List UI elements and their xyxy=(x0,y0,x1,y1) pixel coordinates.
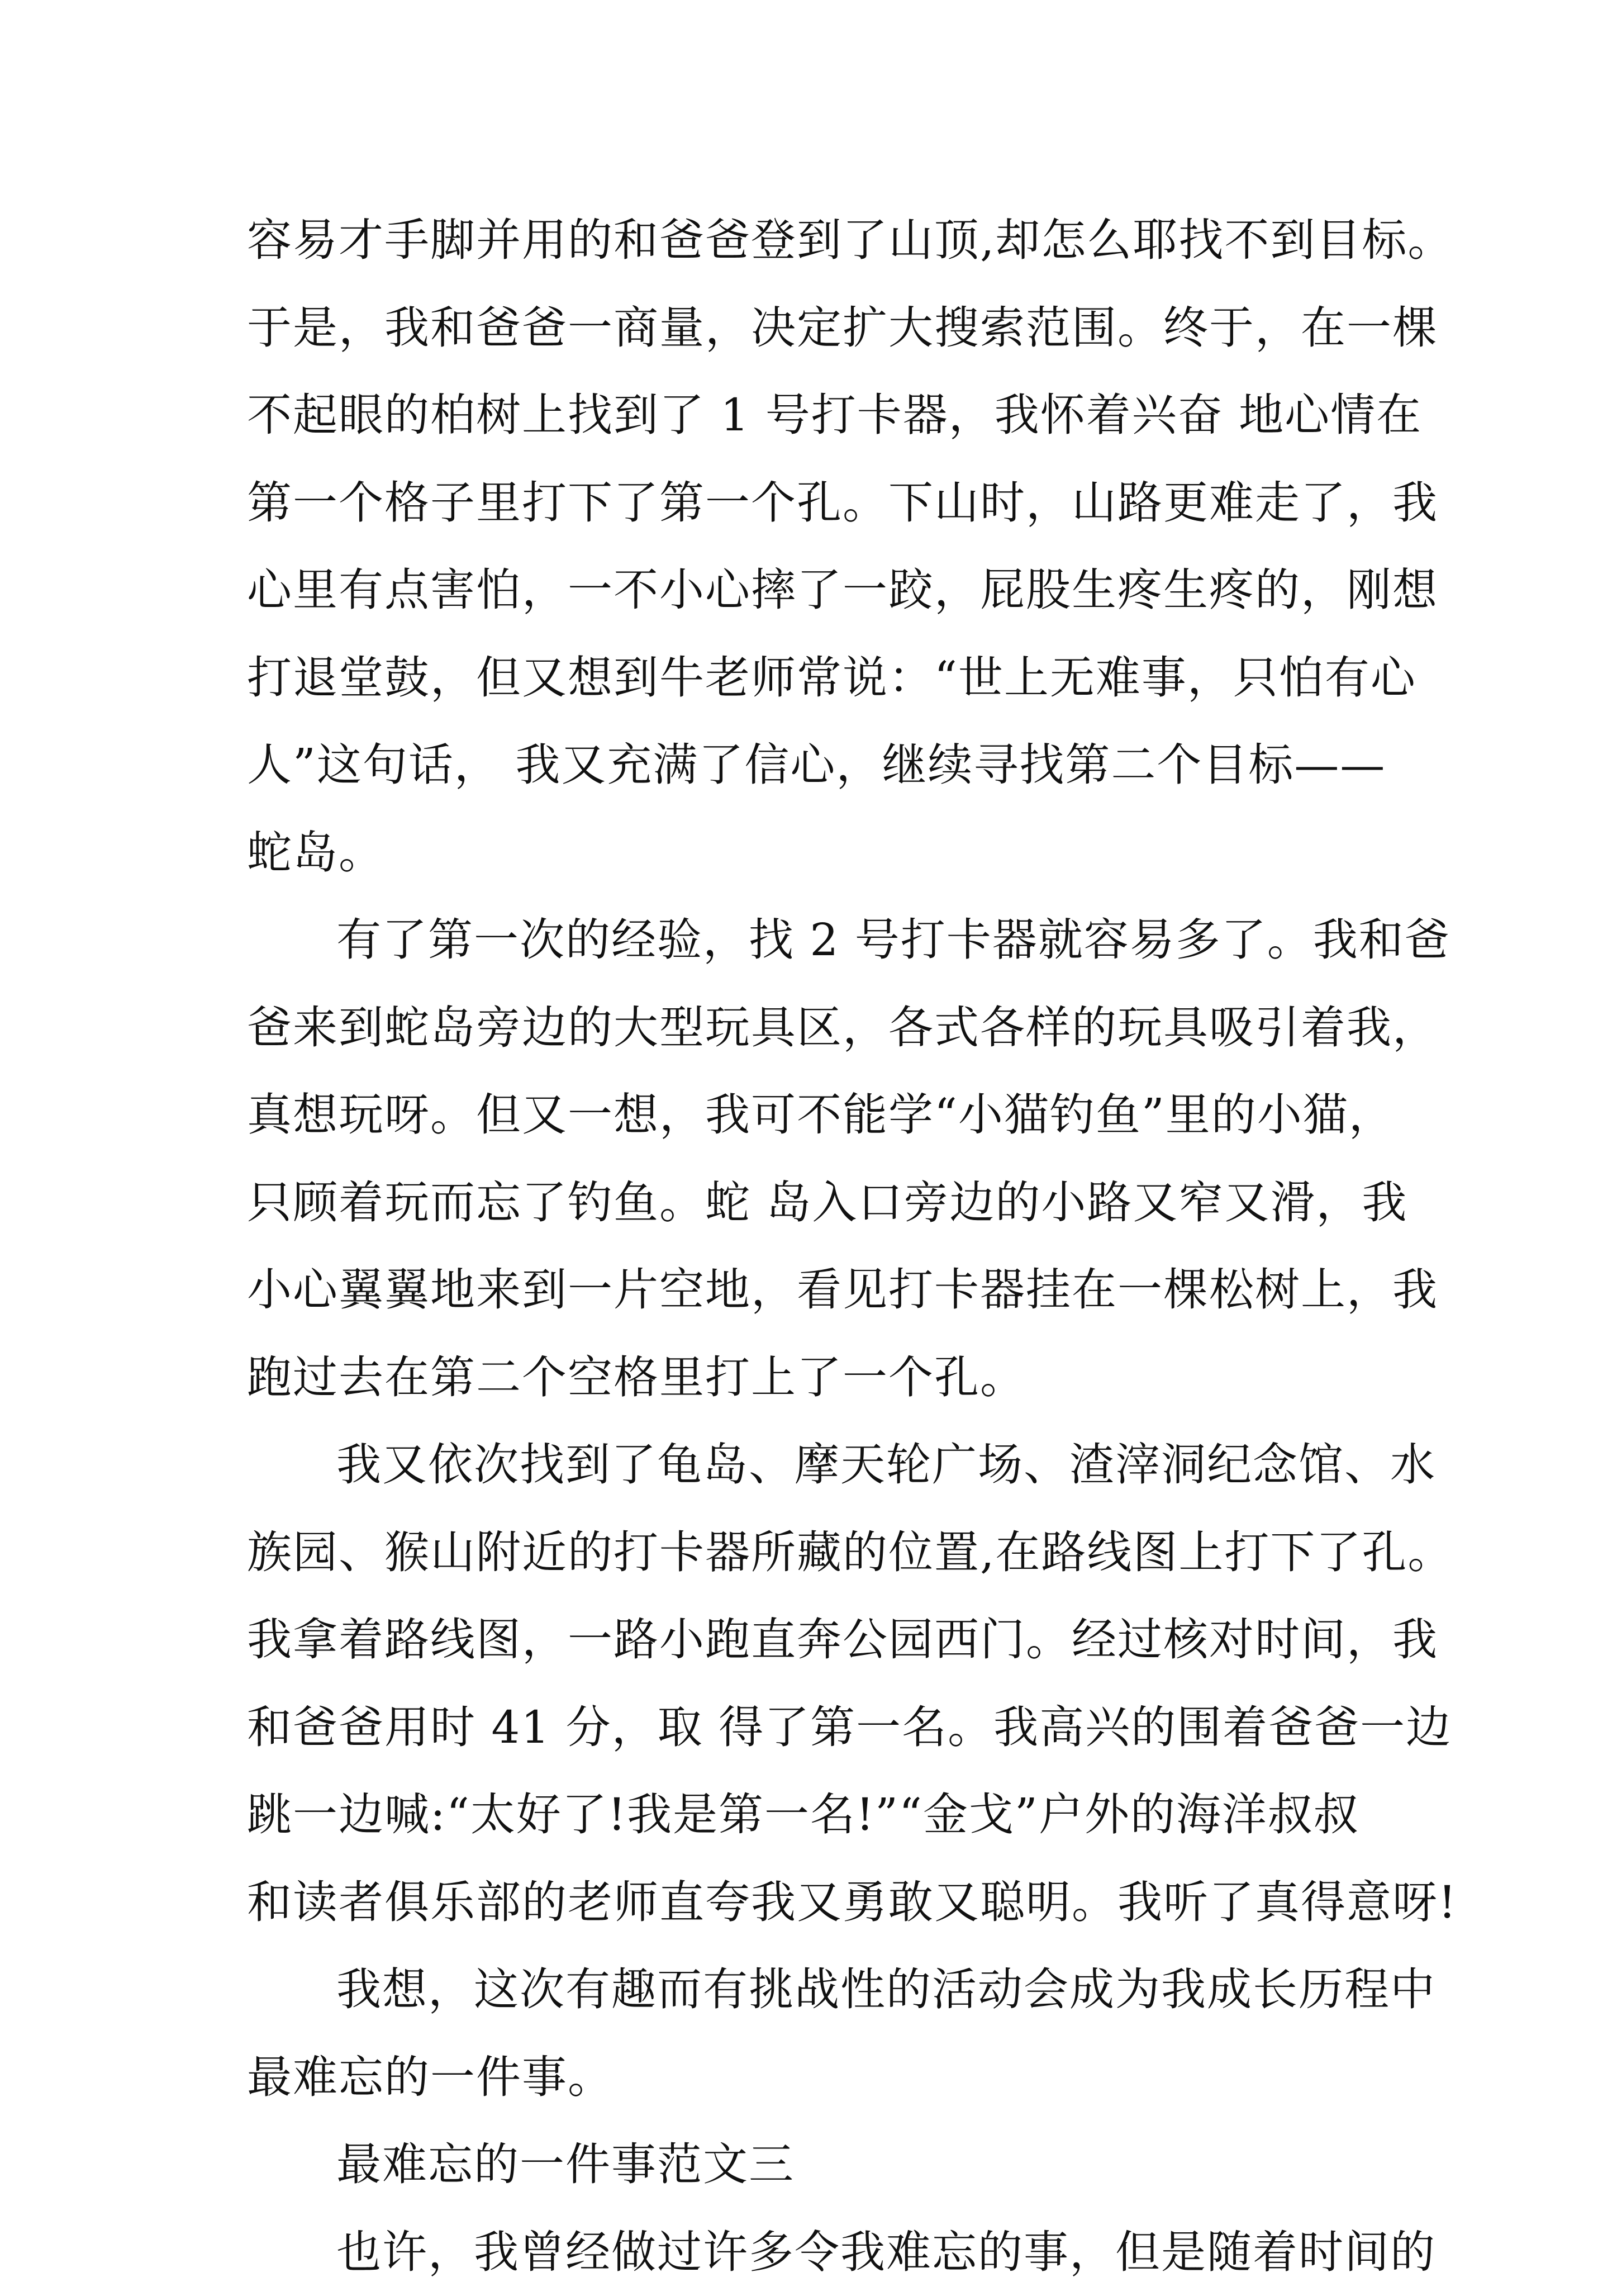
text-line: 打退堂鼓，但又想到牛老师常说：“世上无难事，只怕有心 xyxy=(247,634,1431,722)
text-line: 和爸爸用时 41 分，取 得了第一名。我高兴的围着爸爸一边 xyxy=(247,1684,1431,1772)
text-line: 只顾着玩而忘了钓鱼。蛇 岛入口旁边的小路又窄又滑，我 xyxy=(247,1159,1431,1247)
text-line: 真想玩呀。但又一想，我可不能学“小猫钓鱼”里的小猫， xyxy=(247,1071,1431,1159)
text-line: 第一个格子里打下了第一个孔。下山时，山路更难走了，我 xyxy=(247,459,1431,547)
text-line: 和读者俱乐部的老师直夸我又勇敢又聪明。我听了真得意呀! xyxy=(247,1859,1431,1947)
text-line: 族园、猴山附近的打卡器所藏的位置,在路线图上打下了孔。 xyxy=(247,1509,1431,1597)
text-line: 跳一边喊:“太好了!我是第一名!”“金戈”户外的海洋叔叔 xyxy=(247,1771,1431,1859)
body-text xyxy=(247,197,1431,2296)
text-line: 心里有点害怕，一不小心摔了一跤，屁股生疼生疼的，刚想 xyxy=(247,547,1431,634)
paragraph-first-line: 我想，这次有趣而有挑战性的活动会成为我成长历程中 xyxy=(247,1946,1431,2034)
text-line: 于是，我和爸爸一商量，决定扩大搜索范围。终于，在一棵 xyxy=(247,284,1431,372)
text-line: 我拿着路线图，一路小跑直奔公园西门。经过核对时间，我 xyxy=(247,1596,1431,1684)
text-line: 小心翼翼地来到一片空地，看见打卡器挂在一棵松树上，我 xyxy=(247,1246,1431,1334)
paragraph-first-line: 有了第一次的经验，找 2 号打卡器就容易多了。我和爸 xyxy=(247,896,1431,984)
text-line: 蛇岛。 xyxy=(247,809,1431,897)
section-heading: 最难忘的一件事范文三 xyxy=(247,2121,1431,2209)
paragraph-first-line: 我又依次找到了龟岛、摩天轮广场、渣滓洞纪念馆、水 xyxy=(247,1421,1431,1509)
text-line: 爸来到蛇岛旁边的大型玩具区，各式各样的玩具吸引着我， xyxy=(247,984,1431,1072)
paragraph-first-line: 也许，我曾经做过许多令我难忘的事，但是随着时间的 xyxy=(247,2209,1431,2296)
text-line: 不起眼的柏树上找到了 1 号打卡器，我怀着兴奋 地心情在 xyxy=(247,372,1431,459)
text-line: 最难忘的一件事。 xyxy=(247,2034,1431,2122)
text-line: 容易才手脚并用的和爸爸登到了山顶,却怎么耶找不到目标。 xyxy=(247,197,1431,284)
text-line: 人”这句话， 我又充满了信心，继续寻找第二个目标—— xyxy=(247,722,1431,809)
text-line: 跑过去在第二个空格里打上了一个孔。 xyxy=(247,1334,1431,1422)
